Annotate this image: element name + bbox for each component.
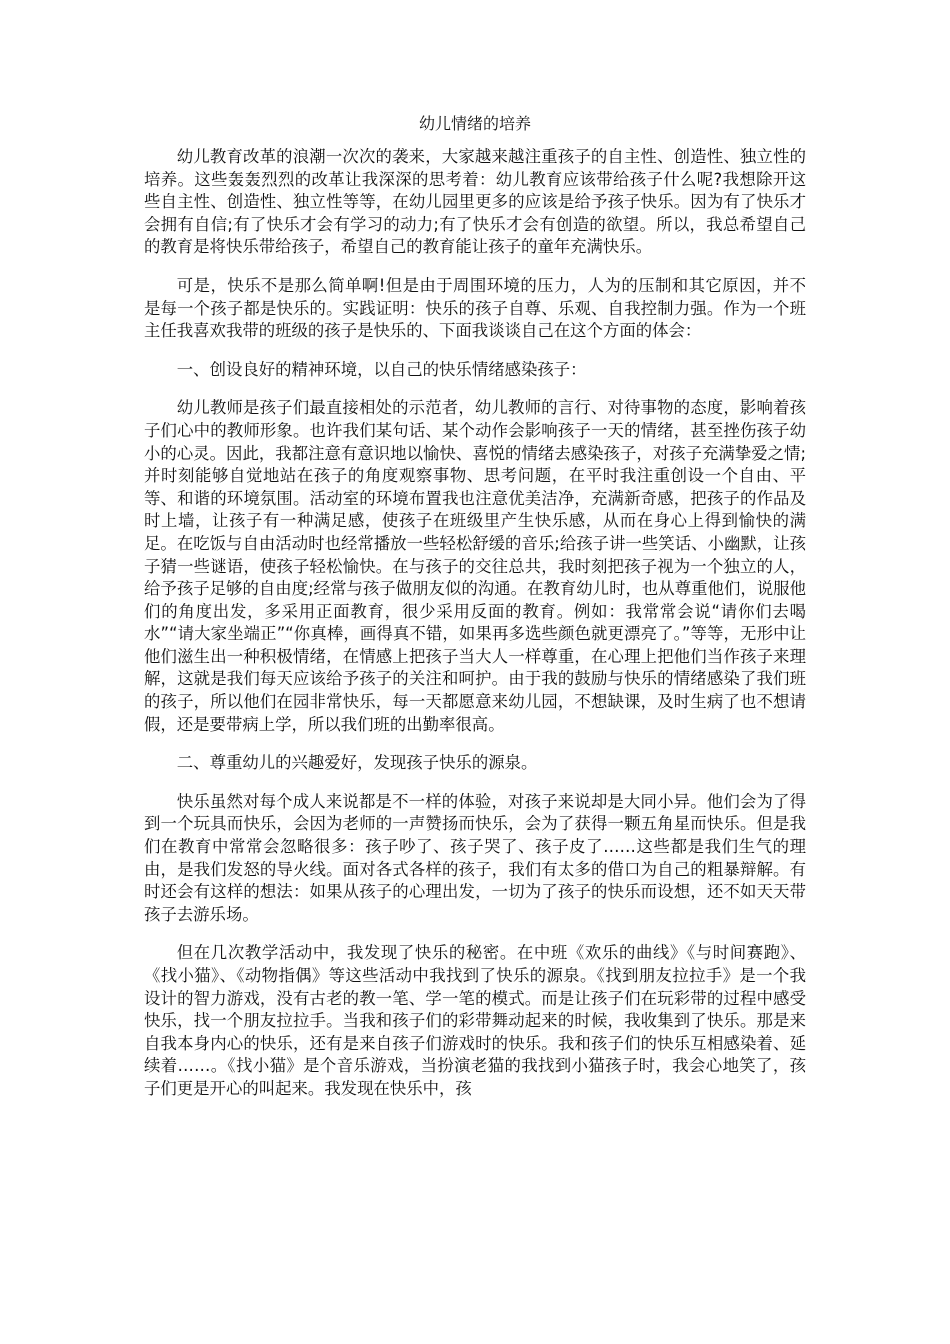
section-heading-2: 二、尊重幼儿的兴趣爱好，发现孩子快乐的源泉。: [176, 753, 538, 773]
paragraph-intro: 幼儿教育改革的浪潮一次次的袭来，大家越来越注重孩子的自主性、创造性、独立性的培养。这些轰轰烈烈的改革让我深深的思考着：幼儿教育应该带给孩子什么呢?我想除开这些自主性、创造性、独立性等等，在幼儿园里更多的应该是给予孩子快乐。因为有了快乐才会拥有自信;有了快乐才会有学习的动力;有了快乐才会有创造的欲望。所以，我总希望自己的教育是将快乐带给孩子，希望自己的教育能让孩子的童年充满快乐。: [144, 147, 806, 257]
paragraph-happiness: 可是，快乐不是那么简单啊!但是由于周围环境的压力，人为的压制和其它原因，并不是每一个孩子都是快乐的。实践证明：快乐的孩子自尊、乐观、自我控制力强。作为一个班主任我喜欢我带的班级的孩子是快乐的、下面我谈谈自己在这个方面的体会：: [144, 275, 806, 341]
section-heading-1: 一、创设良好的精神环境，以自己的快乐情绪感染孩子：: [176, 359, 587, 379]
document-title: 幼儿情绪的培养: [418, 114, 531, 133]
paragraph-section-2: 快乐虽然对每个成人来说都是不一样的体验，对孩子来说却是大同小异。他们会为了得到一个玩具而快乐，会因为老师的一声赞扬而快乐，会为了获得一颗五角星而快乐。但是我们在教育中常常会忽略很多：孩子吵了、孩子哭了、孩子皮了……这些都是我们生气的理由，是我们发怒的导火线。面对各式各样的孩子，我们有太多的借口为自己的粗暴辩解。有时还会有这样的想法：如果从孩子的心理出发，一切为了孩子的快乐而设想，还不如天天带孩子去游乐场。: [144, 791, 806, 924]
paragraph-activities: 但在几次教学活动中，我发现了快乐的秘密。在中班《欢乐的曲线》《与时间赛跑》、《找小猫》、《动物指偶》等这些活动中我找到了快乐的源泉。《找到朋友拉拉手》是一个我设计的智力游戏，没有古老的教一笔、学一笔的模式。而是让孩子们在玩彩带的过程中感受快乐，找一个朋友拉拉手。当我和孩子们的彩带舞动起来的时候，我收集到了快乐。那是来自我本身内心的快乐，还有是来自孩子们游戏时的快乐。我和孩子们的快乐互相感染着、延续着……。《找小猫》是个音乐游戏，当扮演老猫的我找到小猫孩子时，我会心地笑了，孩子们更是开心的叫起来。我发现在快乐中，孩: [144, 943, 806, 1098]
paragraph-section-1: 幼儿教师是孩子们最直接相处的示范者，幼儿教师的言行、对待事物的态度，影响着孩子们心中的教师形象。也许我们某句话、某个动作会影响孩子一天的情绪，甚至挫伤孩子幼小的心灵。因此，我都注意有意识地以愉快、喜悦的情绪去感染孩子，对孩子充满挚爱之情;并时刻能够自觉地站在孩子的角度观察事物、思考问题，在平时我注重创设一个自由、平等、和谐的环境氛围。活动室的环境布置我也注意优美洁净，充满新奇感，把孩子的作品及时上墙，让孩子有一种满足感，使孩子在班级里产生快乐感，从而在身心上得到愉快的满足。在吃饭与自由活动时也经常播放一些轻松舒缓的音乐;给孩子讲一些笑话、小幽默，让孩子猜一些谜语，使孩子轻松愉快。在与孩子的交往总共，我时刻把孩子视为一个独立的人，给予孩子足够的自由度;经常与孩子做朋友似的沟通。在教育幼儿时，也从尊重他们，说服他们的角度出发，多采用正面教育，很少采用反面的教育。例如：我常常会说“请你们去喝水”“请大家坐端正”“你真棒，画得真不错，如果再多选些颜色就更漂亮了。”等等，无形中让他们滋生出一种积极情绪，在情感上把孩子当大人一样尊重，在心理上把他们当作孩子来理解，这就是我们每天应该给予孩子的关注和呵护。由于我的鼓励与快乐的情绪感染了我们班的孩子，所以他们在园非常快乐，每一天都愿意来幼儿园，不想缺课，及时生病了也不想请假，还是要带病上学，所以我们班的出勤率很高。: [144, 398, 806, 734]
document-page: [144, 112, 806, 1117]
